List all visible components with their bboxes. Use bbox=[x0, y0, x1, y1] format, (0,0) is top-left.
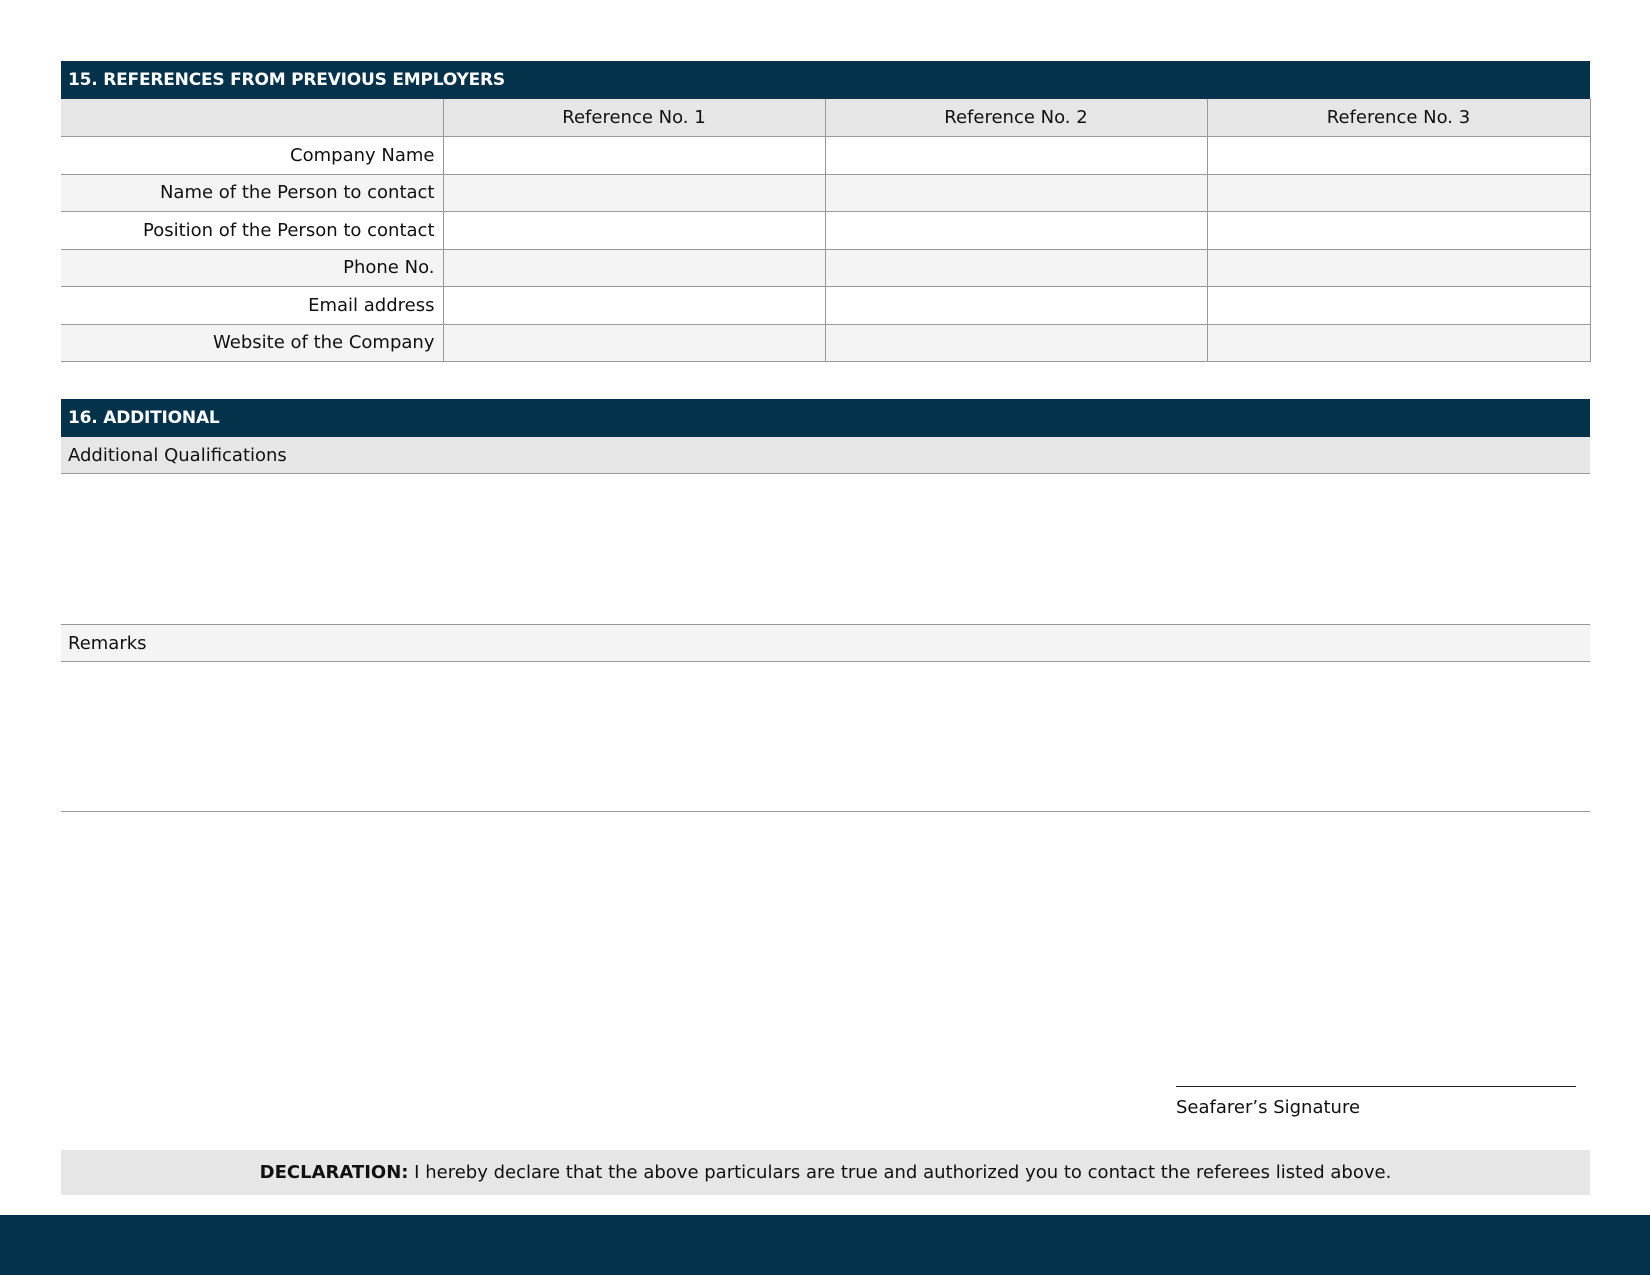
company-name-ref3-field[interactable] bbox=[1207, 137, 1590, 175]
contact-position-ref2-field[interactable] bbox=[825, 212, 1207, 250]
references-header-row bbox=[61, 99, 1590, 137]
table-row bbox=[61, 324, 1590, 362]
remarks-field[interactable] bbox=[61, 662, 1590, 812]
table-row bbox=[61, 287, 1590, 325]
website-ref1-field[interactable] bbox=[443, 324, 825, 362]
contact-name-ref1-field[interactable] bbox=[443, 174, 825, 212]
signature-line[interactable] bbox=[1176, 1086, 1576, 1087]
email-ref1-field[interactable] bbox=[443, 287, 825, 325]
contact-name-ref2-field[interactable] bbox=[825, 174, 1207, 212]
section-15-header: 15. REFERENCES FROM PREVIOUS EMPLOYERS bbox=[61, 61, 1590, 99]
company-name-ref2-field[interactable] bbox=[825, 137, 1207, 175]
row-label-contact-position: Position of the Person to contact bbox=[61, 212, 443, 250]
table-row bbox=[61, 249, 1590, 287]
row-label-phone: Phone No. bbox=[61, 249, 443, 287]
declaration-heading: DECLARATION: bbox=[259, 1162, 409, 1183]
phone-ref3-field[interactable] bbox=[1207, 249, 1590, 287]
phone-ref1-field[interactable] bbox=[443, 249, 825, 287]
phone-ref2-field[interactable] bbox=[825, 249, 1207, 287]
signature-label: Seafarer’s Signature bbox=[1176, 1097, 1361, 1118]
header-reference-3: Reference No. 3 bbox=[1207, 99, 1590, 137]
row-label-contact-name: Name of the Person to contact bbox=[61, 174, 443, 212]
header-corner bbox=[61, 99, 443, 137]
contact-name-ref3-field[interactable] bbox=[1207, 174, 1590, 212]
row-label-website: Website of the Company bbox=[61, 324, 443, 362]
declaration-box bbox=[61, 1150, 1590, 1195]
row-label-company-name: Company Name bbox=[61, 137, 443, 175]
row-label-email: Email address bbox=[61, 287, 443, 325]
company-name-ref1-field[interactable] bbox=[443, 137, 825, 175]
email-ref3-field[interactable] bbox=[1207, 287, 1590, 325]
section-16-header: 16. ADDITIONAL bbox=[61, 399, 1590, 437]
references-table bbox=[61, 99, 1591, 362]
table-row bbox=[61, 212, 1590, 250]
contact-position-ref1-field[interactable] bbox=[443, 212, 825, 250]
table-row bbox=[61, 137, 1590, 175]
header-reference-1: Reference No. 1 bbox=[443, 99, 825, 137]
declaration-text: I hereby declare that the above particulars are true and authorized you to contact the referees listed above. bbox=[408, 1162, 1392, 1183]
table-row bbox=[61, 174, 1590, 212]
additional-qualifications-field[interactable] bbox=[61, 475, 1590, 624]
email-ref2-field[interactable] bbox=[825, 287, 1207, 325]
additional-qualifications-label: Additional Qualifications bbox=[61, 437, 1590, 474]
website-ref2-field[interactable] bbox=[825, 324, 1207, 362]
website-ref3-field[interactable] bbox=[1207, 324, 1590, 362]
header-reference-2: Reference No. 2 bbox=[825, 99, 1207, 137]
footer-bar bbox=[0, 1215, 1650, 1275]
remarks-label: Remarks bbox=[61, 624, 1590, 662]
contact-position-ref3-field[interactable] bbox=[1207, 212, 1590, 250]
